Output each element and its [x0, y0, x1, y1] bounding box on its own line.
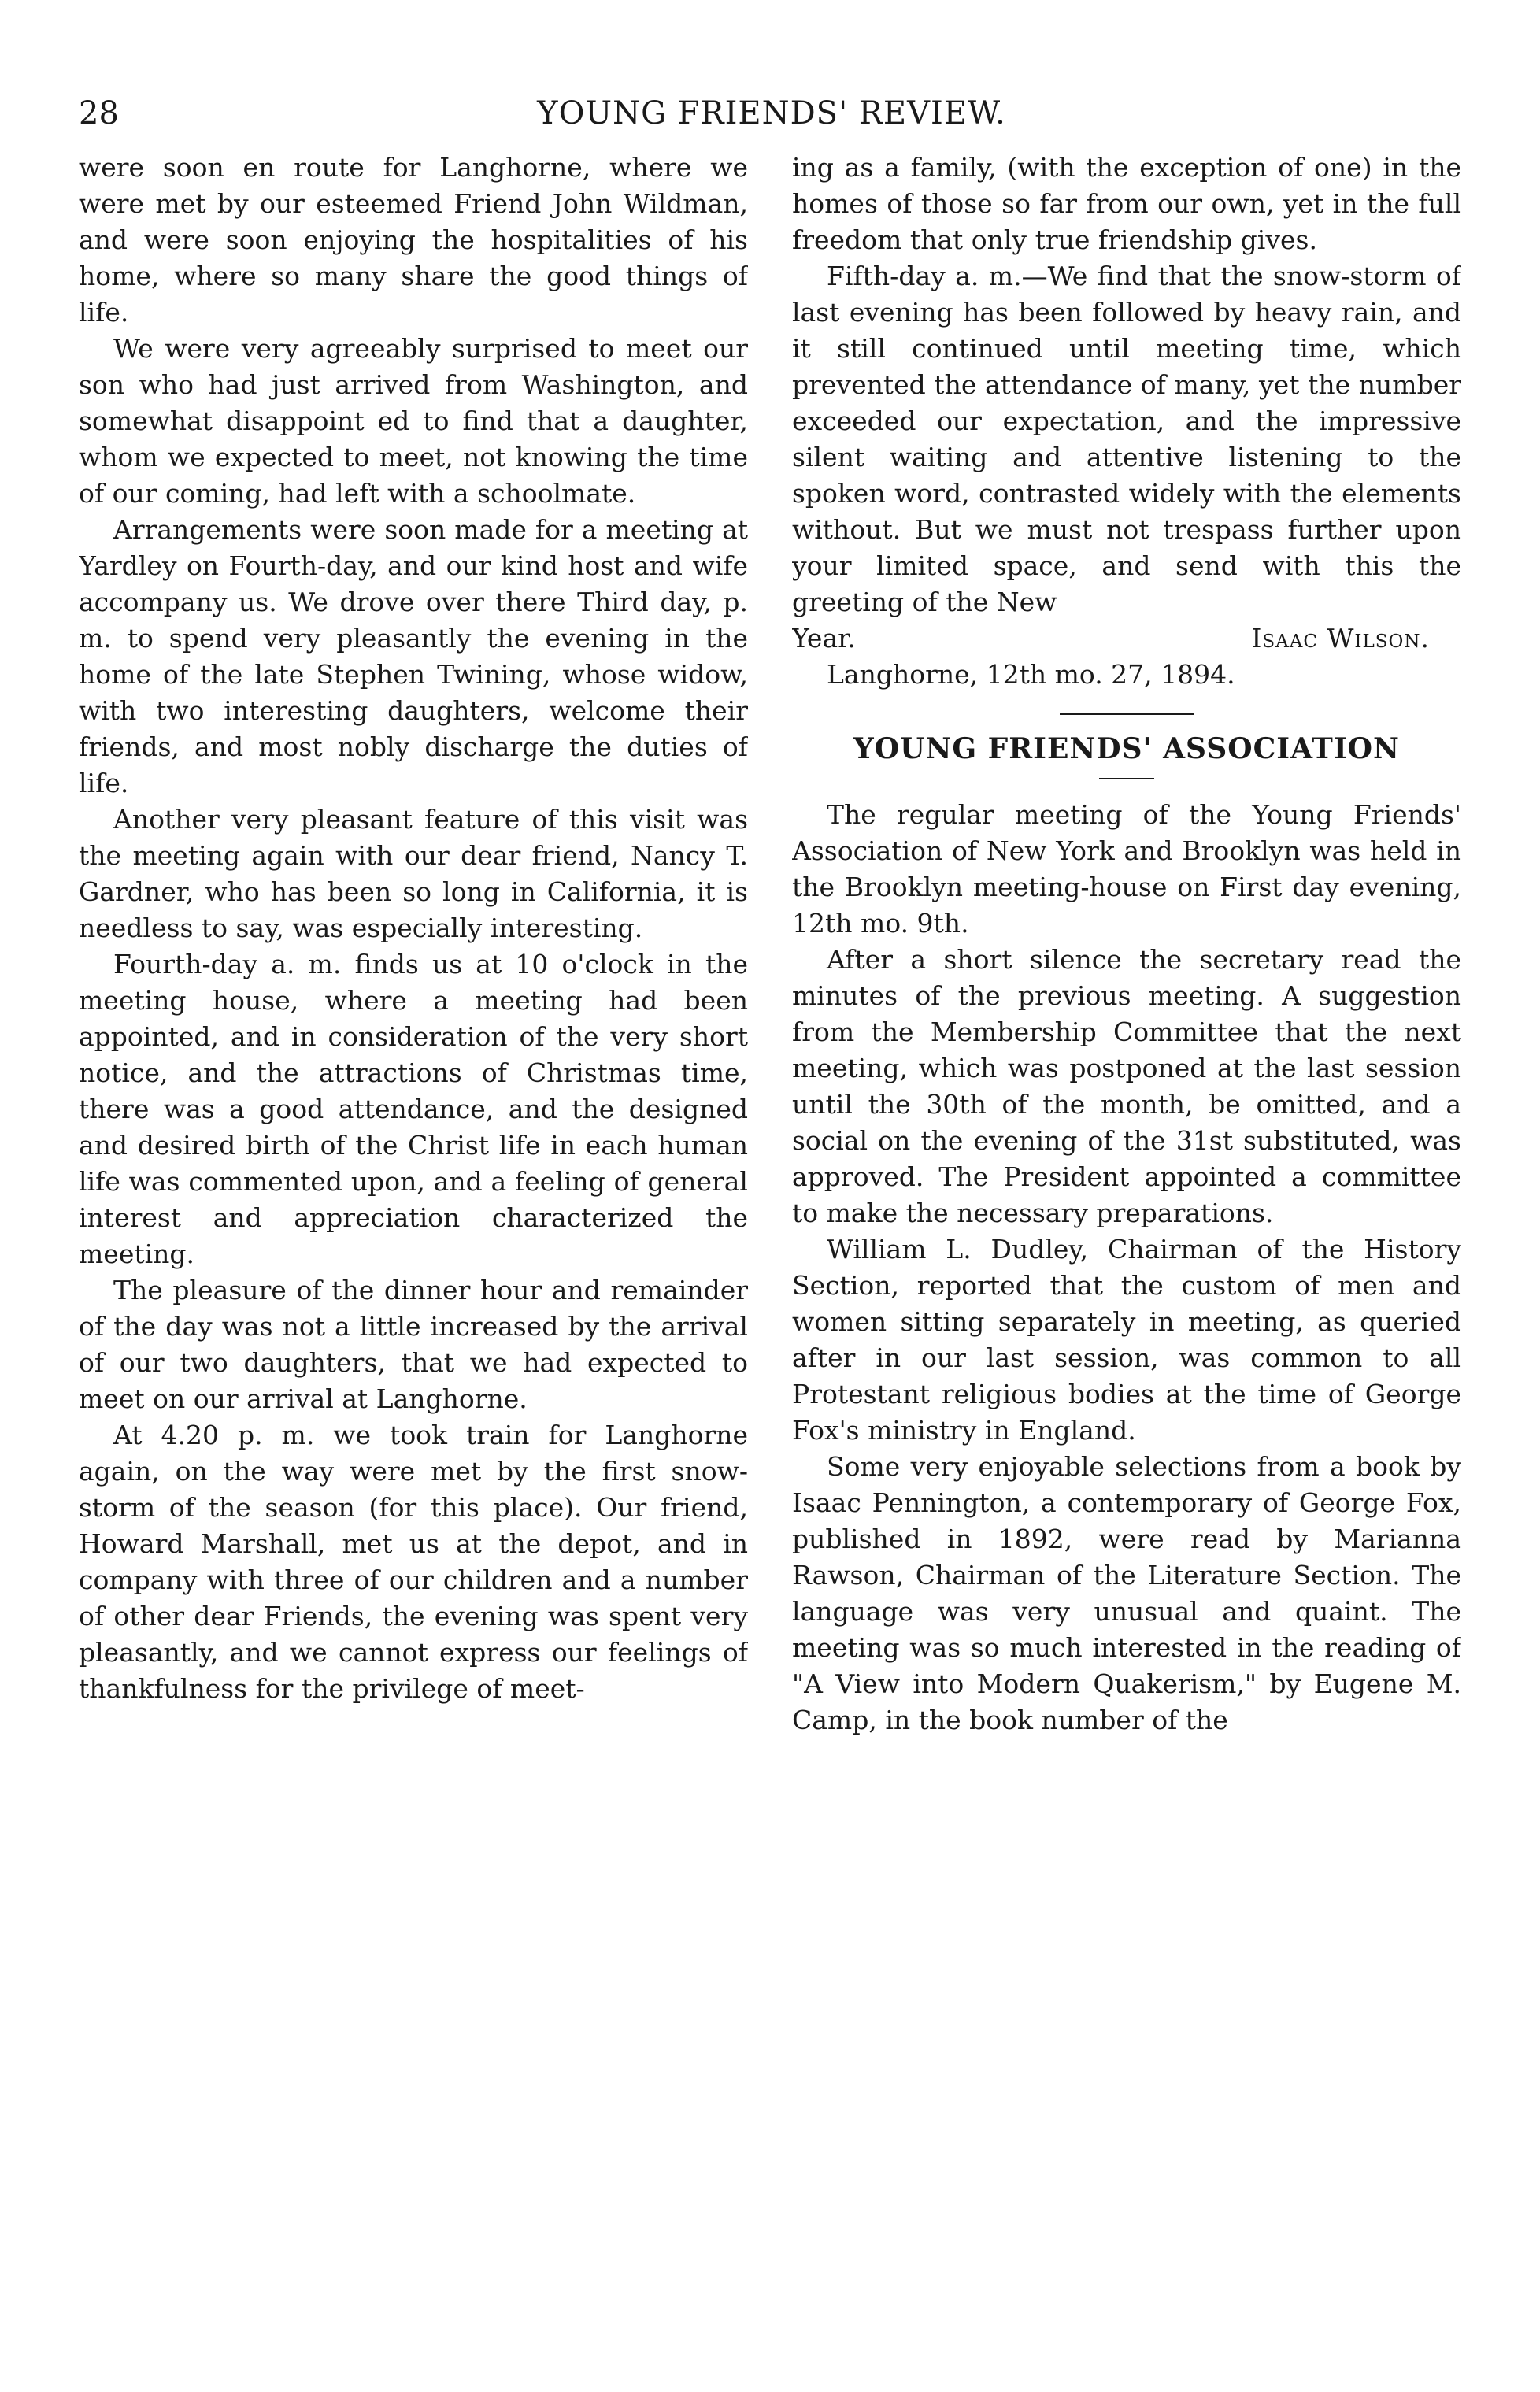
page-header [79, 93, 1464, 139]
paragraph: Another very pleasant feature of this visit was the meeting again with our dear friend, Nancy T. Gardner, who has been so long in California, it is needless to say, was especially interesting. [79, 804, 748, 943]
section-heading: YOUNG FRIENDS' ASSOCIATION [853, 732, 1400, 765]
paragraph: Fourth-day a. m. finds us at 10 o'clock in the meeting house, where a meeting had been appointed, and in consideration of the very short notice, and the attractions of Christmas time, there was a good attendance, and the designed and desired birth of the Christ life in each human life was commented upon, and a feeling of general interest and appreciation characterized the meeting. [79, 949, 748, 1269]
paragraph: Some very enjoyable selections from a book by Isaac Pennington, a contemporary of George Fox, published in 1892, were read by Marianna Rawson, Chairman of the Literature Section. The language was very unusual and quaint. The meeting was so much interested in the reading of "A View into Modern Quakerism," by Eugene M. Camp, in the book number of the [792, 1451, 1461, 1735]
paragraph: Arrangements were soon made for a meeting at Yardley on Fourth-day, and our kind host and wife accompany us. We drove over there Third day, p. m. to spend very pleasantly the evening in the home of the late Stephen Twining, whose widow, with two interesting daughters, welcome their friends, and most nobly discharge the duties of life. [79, 514, 748, 798]
section-divider [1060, 713, 1194, 715]
page-number: 28 [79, 95, 119, 131]
paragraph: ing as a family, (with the exception of one) in the homes of those so far from our own, yet in the full freedom that only true friendship gives. [792, 152, 1461, 255]
signature-year: Year. [792, 623, 856, 654]
heading-rule [1099, 778, 1154, 779]
paragraph: The pleasure of the dinner hour and remainder of the day was not a little increased by the arrival of our two daughters, that we had expected to meet on our arrival at Langhorne. [79, 1275, 748, 1414]
dateline: Langhorne, 12th mo. 27, 1894. [827, 659, 1235, 690]
paragraph: At 4.20 p. m. we took train for Langhorne again, on the way were met by the first snow-storm of the season (for this place). Our friend, Howard Marshall, met us at the depot, and in company with three of our children and a number of other dear Friends, the evening was spent very pleasantly, and we cannot express our feelings of thankfulness for the privilege of meet- [79, 1420, 748, 1704]
running-title: YOUNG FRIENDS' REVIEW. [537, 95, 1006, 131]
left-column [79, 150, 748, 2338]
signature-line [792, 620, 1461, 657]
paragraph: were soon en route for Langhorne, where we were met by our esteemed Friend John Wildman, and were soon enjoying the hospitalities of his home, where so many share the good things of life. [79, 152, 748, 328]
paragraph: Fifth-day a. m.—We find that the snow-storm of last evening has been followed by heavy rain, and it still continued until meeting time, which prevented the attendance of many, yet the number exceeded our expectation, and the impressive silent waiting and attentive listening to the spoken word, contrasted widely with the elements without. But we must not trespass further upon your limited space, and send with this the greeting of the New [792, 261, 1461, 617]
author-signature: Isaac Wilson. [1251, 623, 1430, 654]
page [79, 93, 1464, 2345]
paragraph: The regular meeting of the Young Friends' Association of New York and Brooklyn was held in the Brooklyn meeting-house on First day evening, 12th mo. 9th. [792, 799, 1461, 939]
right-column [792, 150, 1461, 2338]
paragraph: After a short silence the secretary read the minutes of the previous meeting. A suggestion from the Membership Committee that the next meeting, which was postponed at the last session until the 30th of the month, be omitted, and a social on the evening of the 31st substituted, was approved. The President appointed a committee to make the necessary preparations. [792, 944, 1461, 1228]
text-columns [79, 150, 1464, 2338]
paragraph: We were very agreeably surprised to meet our son who had just arrived from Washington, and somewhat disappoint ed to find that a daughter, whom we expected to meet, not knowing the time of our coming, had left with a schoolmate. [79, 333, 748, 509]
paragraph: William L. Dudley, Chairman of the History Section, reported that the custom of men and women sitting separately in meeting, as queried after in our last session, was common to all Protestant religious bodies at the time of George Fox's ministry in England. [792, 1234, 1461, 1446]
